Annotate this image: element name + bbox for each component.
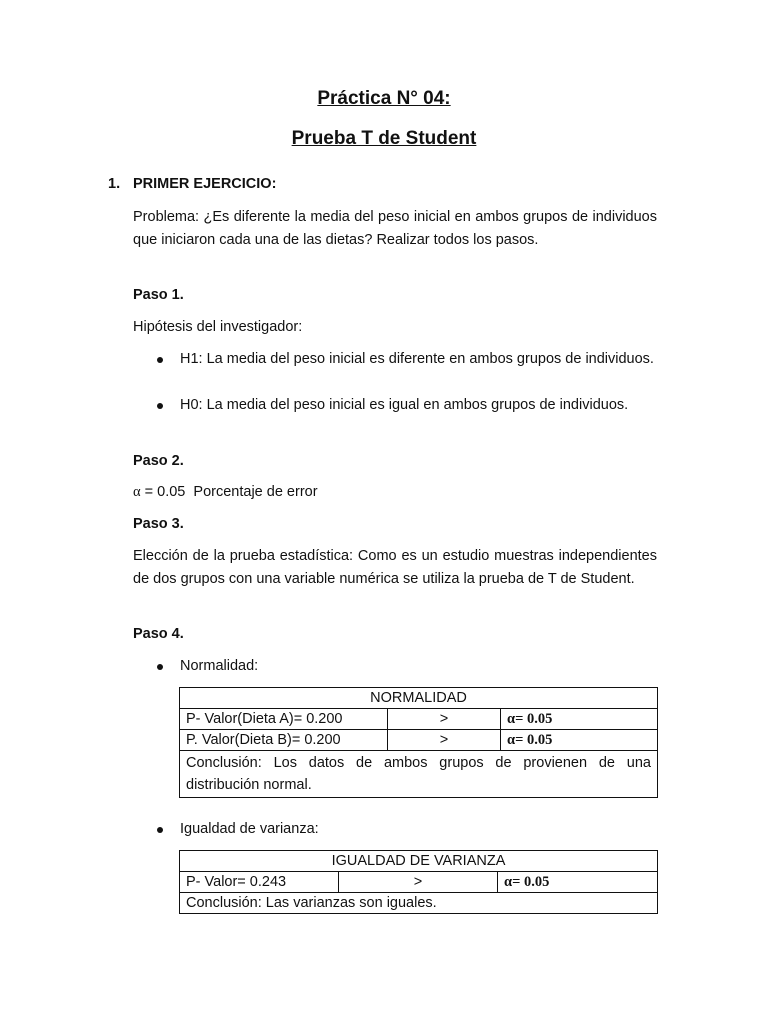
document-title: Práctica N° 04:: [317, 88, 451, 109]
table-cell-operator: >: [388, 709, 501, 730]
table-header-row: [180, 688, 658, 709]
paso1-label: Paso 1.: [133, 287, 184, 303]
hypothesis-h0-item: [133, 394, 657, 417]
table-row: [180, 730, 658, 751]
table-cell-alpha: α= 0.05: [501, 730, 658, 751]
alpha-symbol: α: [133, 484, 141, 500]
section-number: 1.: [108, 176, 121, 192]
bullet-icon: [157, 827, 163, 833]
table-header-row: [180, 851, 658, 872]
section-title: PRIMER EJERCICIO:: [133, 176, 277, 192]
table-row: [180, 872, 658, 893]
alpha-value: = 0.05: [140, 484, 186, 500]
table-cell-operator: >: [339, 872, 498, 893]
table-conclusion-row: [180, 751, 658, 798]
paso3-label: Paso 3.: [133, 516, 184, 532]
varianza-table: [179, 850, 658, 914]
hypothesis-h0-text: H0: La media del peso inicial es igual en ambos grupos de individuos.: [180, 397, 629, 413]
bullet-icon: [157, 664, 163, 670]
varianza-item: [133, 818, 657, 841]
alpha-line: [133, 481, 657, 504]
section-heading: [108, 176, 276, 192]
table-conclusion: Conclusión: Las varianzas son iguales.: [180, 893, 658, 914]
table-conclusion-row: [180, 893, 658, 914]
normalidad-label: Normalidad:: [180, 658, 259, 674]
table-cell-alpha: α= 0.05: [498, 872, 658, 893]
table-cell-operator: >: [388, 730, 501, 751]
problem-paragraph: Problema: ¿Es diferente la media del peso inicial en ambos grupos de individuos que iniciaron cada una de las dietas? Realizar todos los pasos.: [133, 209, 657, 248]
hypothesis-h1-text: H1: La media del peso inicial es diferente en ambos grupos de individuos.: [180, 351, 654, 367]
table-conclusion: Conclusión: Los datos de ambos grupos de provienen de una distribución normal.: [180, 751, 658, 798]
table-cell-label: P- Valor= 0.243: [180, 872, 339, 893]
bullet-icon: [157, 403, 163, 409]
normalidad-table: [179, 687, 658, 798]
alpha-description: Porcentaje de error: [193, 484, 318, 500]
normalidad-item: [133, 655, 657, 678]
table-cell-label: P. Valor(Dieta B)= 0.200: [180, 730, 388, 751]
varianza-label: Igualdad de varianza:: [180, 821, 319, 837]
table-row: [180, 709, 658, 730]
table-cell-label: P- Valor(Dieta A)= 0.200: [180, 709, 388, 730]
table-cell-alpha: α= 0.05: [501, 709, 658, 730]
document-subtitle: Prueba T de Student: [291, 128, 477, 149]
bullet-icon: [157, 357, 163, 363]
paso4-label: Paso 4.: [133, 626, 184, 642]
table-header: NORMALIDAD: [180, 688, 658, 709]
table-header: IGUALDAD DE VARIANZA: [180, 851, 658, 872]
paso3-paragraph: Elección de la prueba estadística: Como es un estudio muestras independientes de dos grupos con una variable numérica se utiliza la prueba de T de Student.: [133, 548, 657, 587]
hypothesis-intro: Hipótesis del investigador:: [133, 319, 303, 335]
hypothesis-h1-item: [133, 348, 657, 371]
paso2-label: Paso 2.: [133, 453, 184, 469]
